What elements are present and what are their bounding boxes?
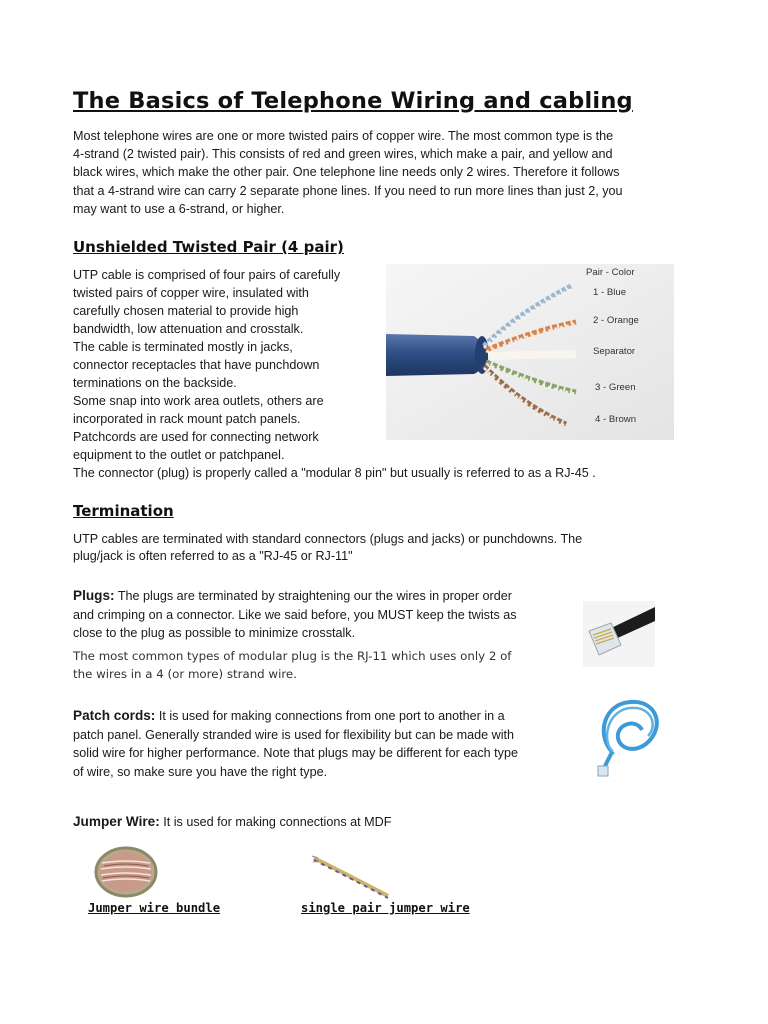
patch-cords-first-line <box>73 707 593 726</box>
plugs-label: Plugs: <box>73 588 115 603</box>
patch-cords-first-line-text: It is used for making connections from one port to another in a <box>155 709 505 723</box>
patch-cords-label: Patch cords: <box>73 708 156 723</box>
termination-line: plug/jack is often referred to as a "RJ-45 or RJ-11" <box>73 549 353 563</box>
figure-label-header: Pair - Color <box>586 267 635 278</box>
jumper-wire-text: It is used for making connections at MDF <box>159 815 392 829</box>
termination-heading: Termination <box>73 502 174 520</box>
intro-paragraph <box>73 127 703 218</box>
intro-line: black wires, which make the other pair. One telephone line needs only 2 wires. Therefore it follows <box>73 165 620 180</box>
utp-heading: Unshielded Twisted Pair (4 pair) <box>73 238 344 256</box>
utp-line: connector receptacles that have punchdown <box>73 358 320 372</box>
single-pair-jumper-wire-image <box>310 854 392 900</box>
plugs-first-line <box>73 587 583 606</box>
jumper-wire-bundle-caption: Jumper wire bundle <box>88 901 221 915</box>
patch-cords-line: of wire, so make sure you have the right type. <box>73 764 328 779</box>
utp-line: incorporated in rack mount patch panels. <box>73 412 301 426</box>
figure-label-orange: 2 - Orange <box>593 315 639 326</box>
figure-label-green: 3 - Green <box>595 382 636 393</box>
jumper-wire-pair <box>314 858 388 896</box>
utp-line: twisted pairs of copper wire, insulated with <box>73 286 309 300</box>
intro-line: may want to use a 6-strand, or higher. <box>73 201 285 216</box>
intro-line: 4-strand (2 twisted pair). This consists of red and green wires, which make a pair, and yellow and <box>73 147 613 162</box>
utp-line: UTP cable is comprised of four pairs of carefully <box>73 268 341 282</box>
plugs-note-line: the wires in a 4 (or more) strand wire. <box>73 667 297 681</box>
plugs-line: and crimping on a connector. Like we said before, you MUST keep the twists as <box>73 607 517 622</box>
separator <box>488 354 576 356</box>
jumper-wire-bundle-image <box>92 845 160 899</box>
utp-paragraph <box>73 266 383 464</box>
figure-label-blue: 1 - Blue <box>593 287 627 298</box>
single-pair-jumper-wire-caption: single pair jumper wire <box>301 901 470 915</box>
intro-line: that a 4-strand wire can carry 2 separate phone lines. If you need to run more lines than just 2, you <box>73 183 623 198</box>
utp-line: Patchcords are used for connecting network <box>73 430 319 444</box>
utp-line: equipment to the outlet or patchpanel. <box>73 448 285 462</box>
utp-line: Some snap into work area outlets, others are <box>73 394 324 408</box>
plugs-paragraph <box>73 587 583 643</box>
utp-line: carefully chosen material to provide high <box>73 304 299 318</box>
cable-jacket <box>386 334 486 376</box>
plugs-first-line-text: The plugs are terminated by straightening our the wires in proper order <box>114 589 512 603</box>
patch-cord-loop <box>604 702 657 752</box>
plugs-note <box>73 647 573 683</box>
intro-line: Most telephone wires are one or more twisted pairs of copper wire. The most common type is the <box>73 129 614 143</box>
plugs-note-line: The most common types of modular plug is the RJ-11 which uses only 2 of <box>73 649 512 663</box>
connector-line: The connector (plug) is properly called a "modular 8 pin" but usually is referred to as a RJ-45 . <box>73 466 596 480</box>
termination-paragraph <box>73 531 713 565</box>
rj45-plug-image <box>583 601 655 667</box>
plugs-line: close to the plug as possible to minimize crosstalk. <box>73 626 356 640</box>
patch-cords-paragraph <box>73 707 593 781</box>
patch-cord-image <box>590 694 670 778</box>
termination-line: UTP cables are terminated with standard connectors (plugs and jacks) or punchdowns. The <box>73 532 583 546</box>
figure-label-separator: Separator <box>593 346 636 357</box>
utp-line: bandwidth, low attenuation and crosstalk. <box>73 322 304 336</box>
jumper-wire-line <box>73 813 391 831</box>
utp-line: terminations on the backside. <box>73 376 237 390</box>
utp-cable-figure <box>386 264 674 440</box>
figure-label-brown: 4 - Brown <box>595 414 637 425</box>
jumper-wire-label: Jumper Wire: <box>73 814 160 829</box>
page-title: The Basics of Telephone Wiring and cabling <box>73 88 633 114</box>
utp-line: The cable is terminated mostly in jacks, <box>73 340 293 354</box>
patch-cord-plug <box>598 766 608 776</box>
patch-cords-line: patch panel. Generally stranded wire is used for flexibility but can be made with <box>73 727 515 742</box>
patch-cords-line: solid wire for higher performance. Note that plugs may be different for each type <box>73 746 518 760</box>
